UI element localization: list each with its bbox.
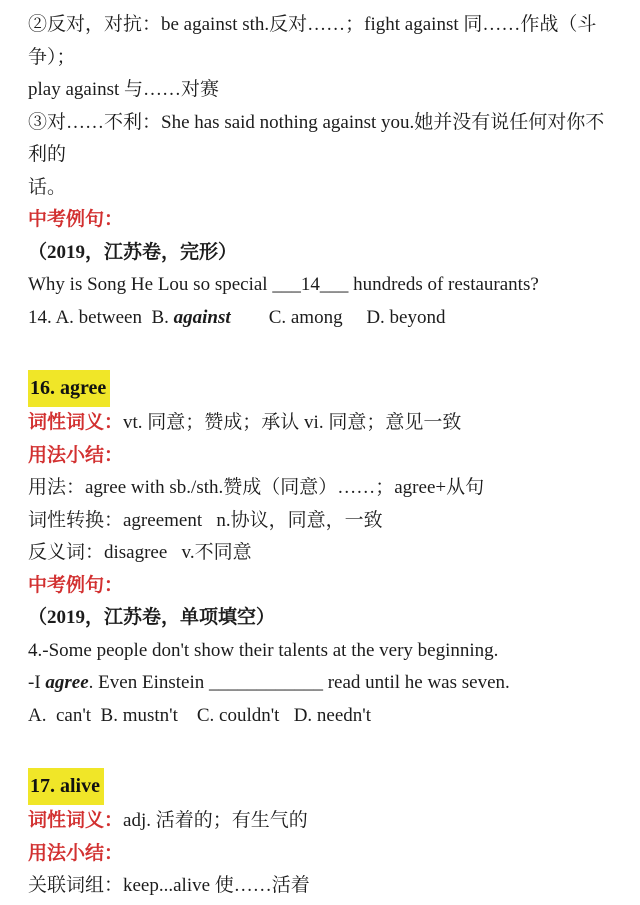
agree-entry-title-highlight: 16. agree xyxy=(28,370,110,407)
alive-entry-title-line xyxy=(28,768,616,805)
agree-exam-line1: 4.-Some people don't show their talents at the very beginning. xyxy=(28,639,499,661)
agree-answer-emphasis: agree xyxy=(45,672,89,693)
alive-pos-line xyxy=(28,805,616,838)
agree-exam-line2-middle: . Even Einstein xyxy=(88,672,209,693)
against-options-line xyxy=(28,302,616,335)
agree-exam-line2-suffix: read until he was seven. xyxy=(322,672,510,693)
against-exam-source: （2019，江苏卷，完形） xyxy=(28,241,238,263)
alive-pos-text: adj. 活着的；有生气的 xyxy=(123,810,308,831)
against-options-rest: C. among D. beyond xyxy=(230,306,446,328)
agree-pos-text: vt. 同意；赞成；承认 vi. 同意；意见一致 xyxy=(123,412,462,433)
agree-usage-heading: 用法小结： xyxy=(28,444,124,466)
agree-exam-source: （2019，江苏卷，单项填空） xyxy=(28,607,276,628)
agree-antonym-line: 反义词：disagree v.不同意 xyxy=(28,542,252,563)
against-sense2-line2: play against 与……对赛 xyxy=(28,79,220,100)
agree-pos-line xyxy=(28,407,616,440)
agree-pos-label: 词性词义： xyxy=(28,412,124,433)
agree-exam-line2-prefix: -I xyxy=(28,672,46,693)
against-sense3-line1: ③对……不利：She has said nothing against you.她并没有说任何对你不利的 xyxy=(28,111,605,165)
against-sense3-line2: 话。 xyxy=(28,176,67,198)
agree-conversion-line: 词性转换：agreement n.协议，同意，一致 xyxy=(28,509,383,531)
against-options-prefix: 14. A. between B. xyxy=(28,306,174,328)
against-sense2-line1: ②反对，对抗：be against sth.反对……；fight against 同……作战（斗争）； xyxy=(28,14,597,68)
alive-entry-title-highlight: 17. alive xyxy=(28,768,104,805)
alive-pos-label: 词性词义： xyxy=(28,810,124,831)
agree-usage-line: 用法：agree with sb./sth.赞成（同意）……；agree+从句 xyxy=(28,477,485,498)
against-exam-question: Why is Song He Lou so special ___14___ hundreds of restaurants? xyxy=(28,274,539,295)
alive-usage-heading: 用法小结： xyxy=(28,842,124,864)
agree-exam-heading: 中考例句： xyxy=(28,574,124,596)
agree-entry-title-line xyxy=(28,370,616,407)
agree-exam-line2 xyxy=(28,667,616,700)
agree-exam-blank: ____________ xyxy=(208,672,323,693)
against-answer-emphasis: against xyxy=(173,306,231,328)
against-exam-heading: 中考例句： xyxy=(28,209,124,230)
agree-options-line: A. can't B. mustn't C. couldn't D. needn't xyxy=(28,704,371,726)
alive-collocation-line: 关联词组：keep...alive 使……活着 xyxy=(28,875,310,896)
